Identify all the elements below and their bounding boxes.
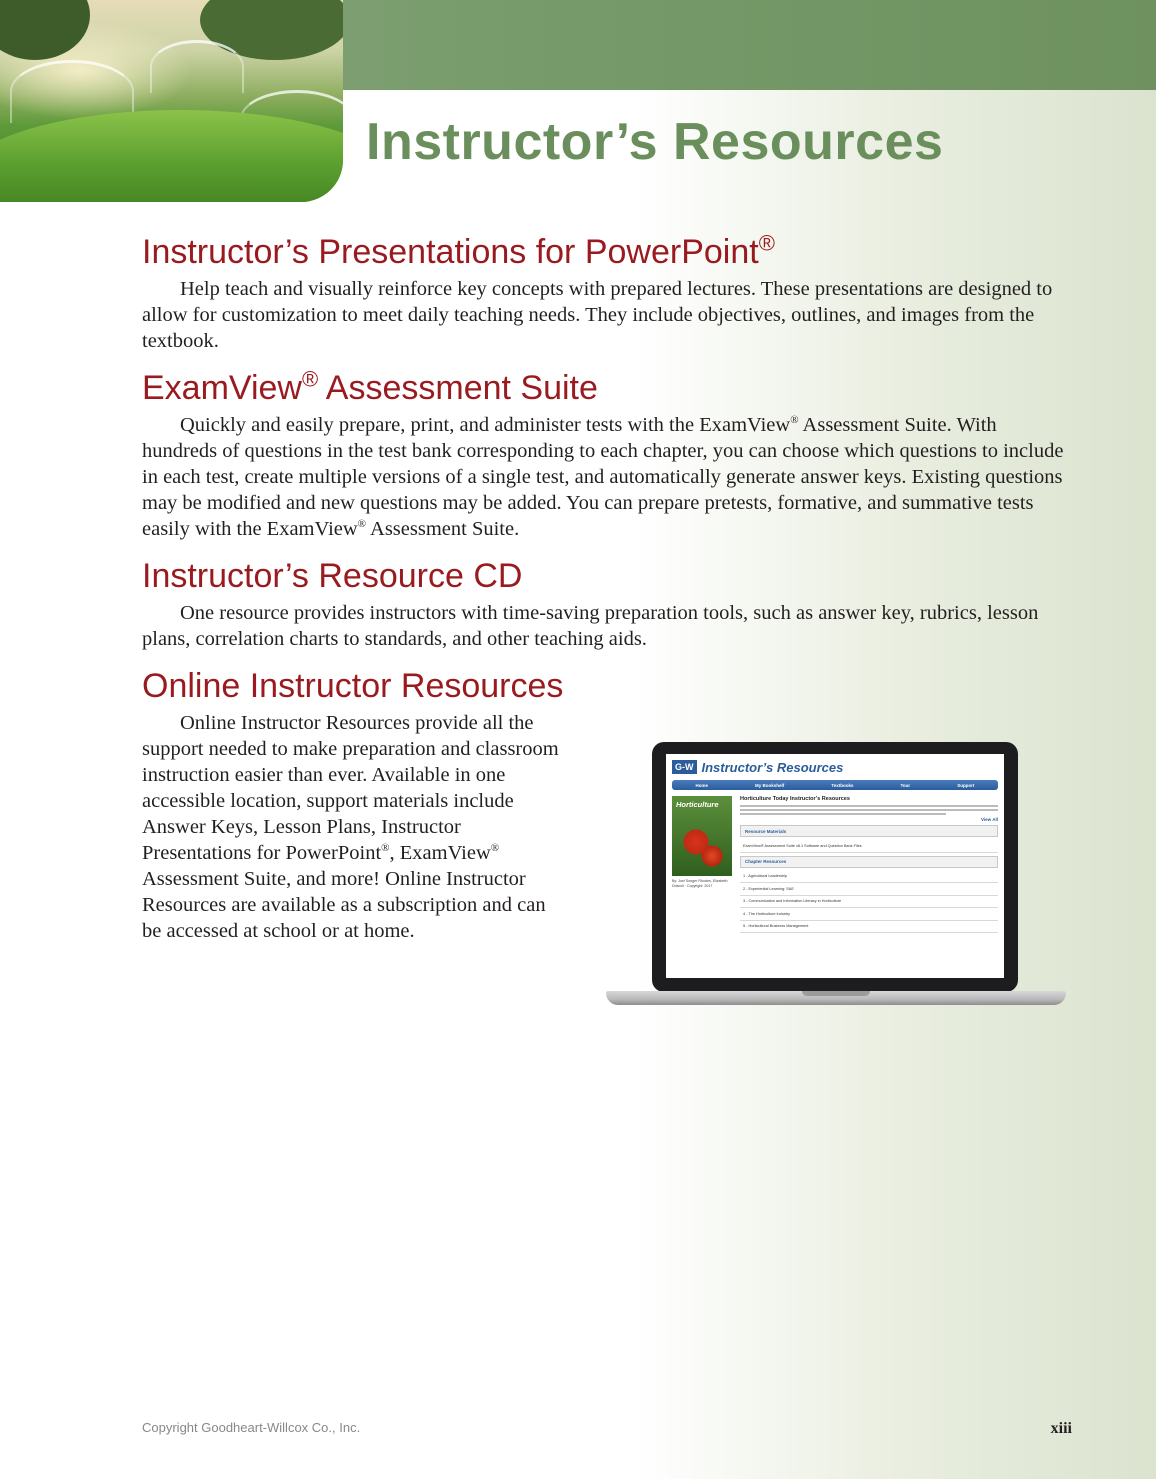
registered-mark: ® [758, 230, 775, 256]
nav-item: Tour [900, 782, 911, 788]
book-cover-image [672, 796, 732, 876]
site-body [666, 790, 1004, 933]
section-heading [142, 364, 1072, 412]
nav-item: Support [957, 782, 975, 788]
gw-logo: G-W [672, 760, 697, 774]
text-line [740, 805, 998, 807]
laptop-notch [802, 991, 870, 996]
site-header [666, 754, 1004, 780]
section-heading [142, 228, 1072, 276]
chapter-row: 2 - Experiential Learning: SAE [740, 883, 998, 896]
site-main [740, 796, 998, 933]
sprinkler-spray [150, 40, 244, 93]
section-heading: Instructor’s Resource CD [142, 557, 523, 595]
page-title: Instructor’s Resources [366, 113, 944, 171]
grass-hill [0, 110, 343, 202]
heading-text: ExamView [142, 369, 302, 407]
chapter-row: 3 - Communication and Information Literacy in Horticulture [740, 896, 998, 909]
chapter-row: 5 - Horticultural Business Management [740, 921, 998, 934]
website-screenshot [666, 754, 1004, 978]
footer-copyright: Copyright Goodheart-Willcox Co., Inc. [142, 1420, 361, 1435]
nav-item: My Bookshelf [755, 782, 785, 788]
section-heading: Online Instructor Resources [142, 667, 564, 705]
page-number: xiii [1050, 1420, 1072, 1437]
body-text-part: Quickly and easily prepare, print, and administer tests with the ExamView [180, 414, 791, 436]
chapter-row: 4 - The Horticulture Industry [740, 908, 998, 921]
body-text-part: Assessment Suite, and more! Online Instructor Resources are available as a subscription and can be accessed at school or at home. [142, 868, 546, 942]
section-examview [142, 364, 1072, 542]
section-body [142, 412, 1072, 542]
site-main-title: Horticulture Today Instructor’s Resources [740, 796, 850, 802]
site-nav [672, 780, 998, 790]
body-text-part: Online Instructor Resources provide all the support needed to make preparation and classroom instruction easier than ever. Available in one accessible location, support materials include Answer Keys, Lesson Plans, Instructor Presentations for PowerPoint [142, 712, 559, 864]
resource-materials-box: Resource Materials [740, 825, 998, 837]
nav-item: Textbooks [831, 782, 854, 788]
site-title: Instructor’s Resources [701, 759, 844, 775]
registered-mark: ® [490, 842, 500, 855]
nav-item: Home [695, 782, 709, 788]
book-cover-title: Horticulture [676, 800, 719, 809]
section-body: Help teach and visually reinforce key concepts with prepared lectures. These presentations are designed to allow for customization to meet daily teaching needs. They include objectives, outlines, and images from the textbook. [142, 278, 1053, 352]
resource-row: ExamView® Assessment Suite v8.1 Software and Question Bank Files [740, 840, 998, 853]
body-text-part: , ExamView [389, 842, 491, 864]
section-body [142, 710, 562, 944]
text-line [740, 813, 946, 815]
registered-mark: ® [790, 414, 799, 427]
heading-text: Assessment Suite [318, 369, 598, 407]
chapter-resources-box: Chapter Resources [740, 856, 998, 868]
laptop-bezel [652, 742, 1018, 992]
body-text-part: Assessment Suite. With hundreds of questions in the test bank corresponding to each chapter, you can choose which questions to include in each test, create multiple versions of a single test, and automatically generate answer keys. Existing questions may be modified and new questions may be added. You can prepare pretests, formative, and summative tests easily with the ExamView [142, 414, 1064, 540]
body-text-part: Assessment Suite. [366, 518, 520, 540]
laptop-screenshot [606, 737, 1066, 1007]
registered-mark: ® [357, 518, 367, 531]
view-all-link: View All [980, 817, 998, 822]
registered-mark: ® [302, 366, 319, 392]
heading-text: Instructor’s Presentations for PowerPoint [142, 233, 759, 271]
section-body: One resource provides instructors with time-saving preparation tools, such as answer key, rubrics, lesson plans, correlation charts to standards, and other teaching aids. [142, 602, 1039, 650]
book-meta: By: Joel Songer Rhodes, Elizabeth Driscoll · Copyright: 2017 [672, 879, 728, 888]
text-line [740, 809, 998, 811]
section-presentations [142, 228, 1072, 354]
tree-silhouette [0, 0, 90, 60]
section-resource-cd [142, 552, 1072, 652]
hero-photo-sprinklers [0, 0, 343, 202]
site-sidebar [672, 796, 732, 933]
registered-mark: ® [381, 842, 390, 855]
chapter-row: 1 - Agricultural Leadership [740, 871, 998, 884]
